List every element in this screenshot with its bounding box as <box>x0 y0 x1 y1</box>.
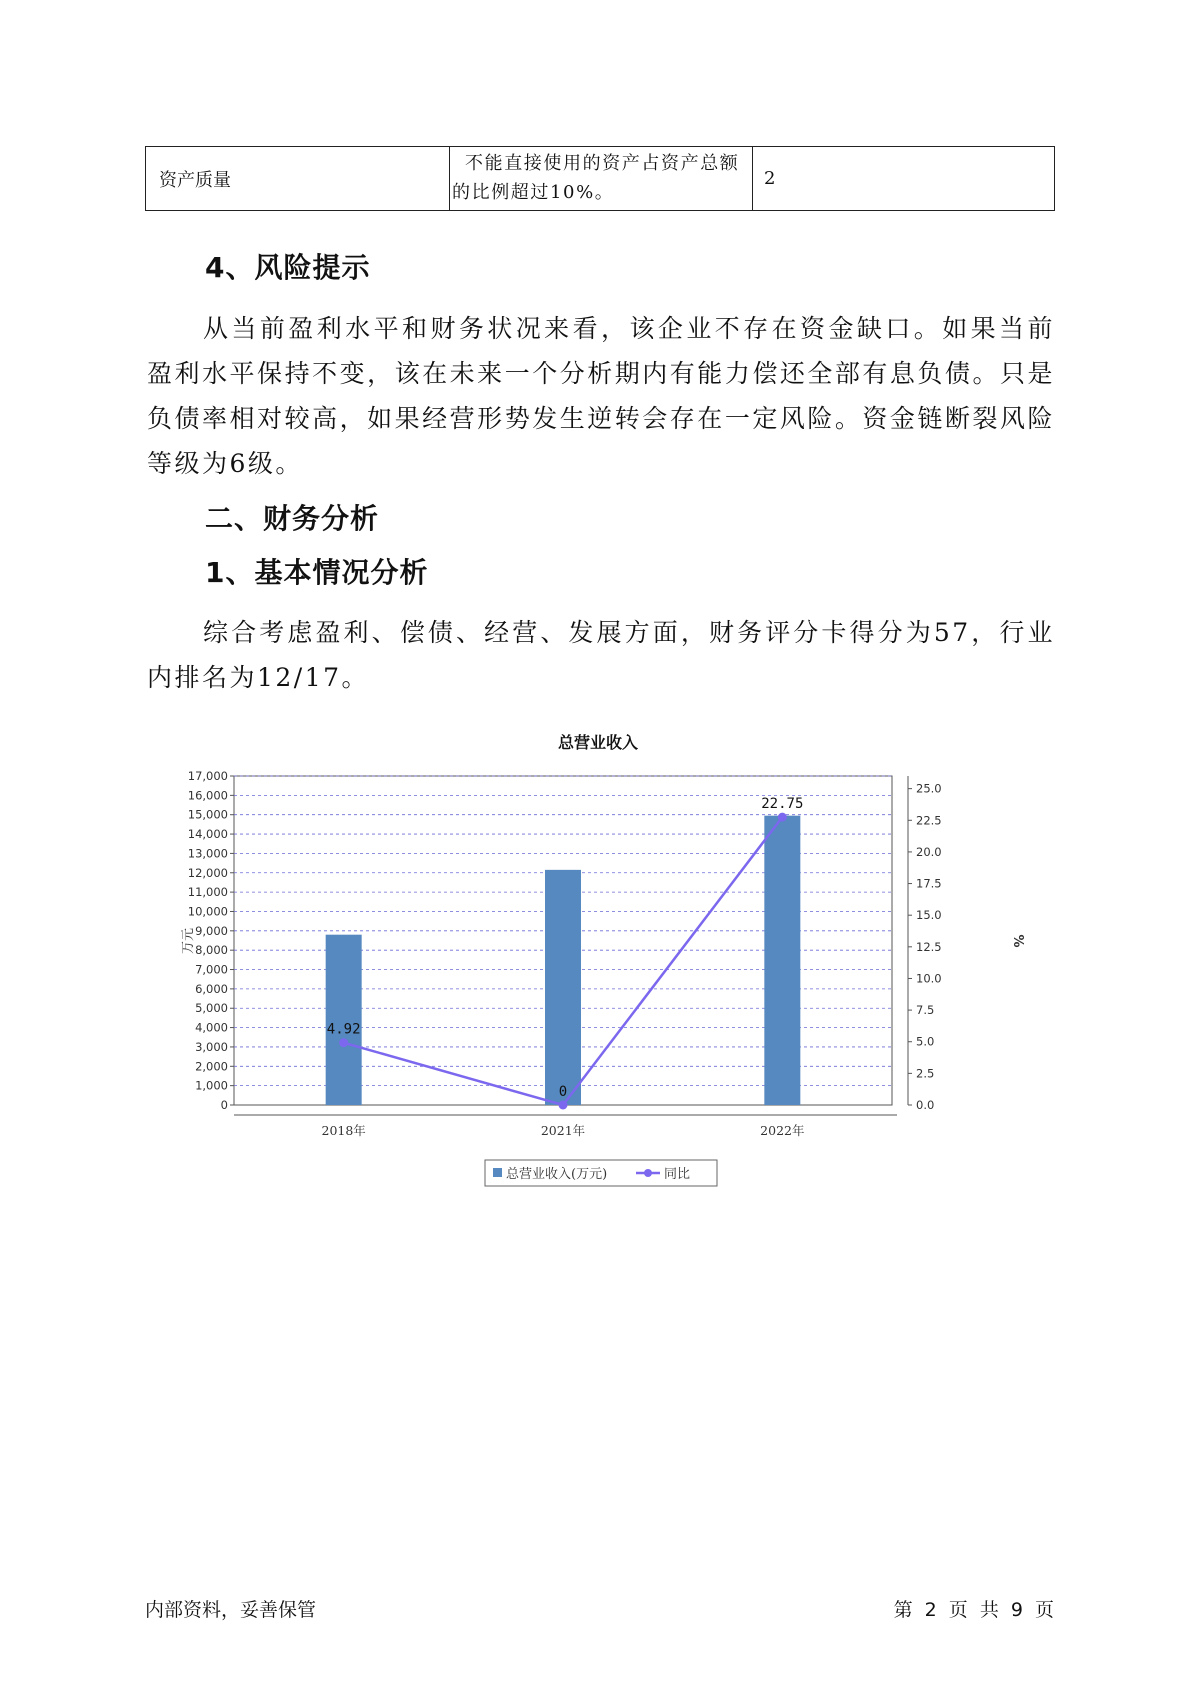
y-left-tick-label: 8,000 <box>195 943 228 958</box>
y-axis-left-label: 万元 <box>181 927 196 955</box>
footer-page-number: 第 2 页 共 9 页 <box>893 1599 1054 1621</box>
legend-bar-label: 总营业收入(万元) <box>506 1167 608 1182</box>
legend-line-label: 同比 <box>664 1167 691 1182</box>
legend-bar-swatch <box>493 1168 502 1177</box>
x-tick-label: 2018年 <box>321 1123 366 1138</box>
y-left-tick-label: 15,000 <box>187 807 228 822</box>
point-yoy <box>778 813 787 822</box>
y-right-tick-label: 15.0 <box>916 908 942 923</box>
data-label-yoy: 22.75 <box>761 796 804 813</box>
y-right-tick-label: 12.5 <box>916 939 942 954</box>
table-cell-score: 2 <box>764 168 776 189</box>
x-tick-label: 2021年 <box>540 1123 586 1138</box>
y-right-tick-label: 22.5 <box>916 813 942 828</box>
chart-legend <box>485 1160 717 1186</box>
y-left-tick-label: 7,000 <box>195 962 228 977</box>
plot-area <box>188 769 942 1138</box>
table-cell-description: 不能直接使用的资产占资产总额的比例超过10%。 <box>450 147 753 210</box>
bar-revenue <box>545 870 581 1105</box>
y-right-tick-label: 10.0 <box>916 971 942 986</box>
y-left-tick-label: 10,000 <box>187 904 228 919</box>
revenue-chart <box>180 730 1030 1190</box>
chart-title: 总营业收入 <box>557 733 639 752</box>
y-right-tick-label: 17.5 <box>916 876 942 891</box>
y-left-tick-label: 13,000 <box>187 846 228 861</box>
data-label-yoy: 4.92 <box>326 1021 361 1038</box>
basic-analysis-paragraph: 综合考虑盈利、偿债、经营、发展方面，财务评分卡得分为57，行业内排名为12/17。 <box>147 618 1055 692</box>
footer-confidential-note: 内部资料，妥善保管 <box>145 1599 317 1621</box>
y-left-tick-label: 9,000 <box>195 923 228 938</box>
legend-line-marker <box>644 1169 652 1177</box>
asset-quality-table <box>145 146 1055 211</box>
y-left-tick-label: 12,000 <box>187 865 228 880</box>
risk-heading: 4、风险提示 <box>205 251 371 284</box>
basic-analysis-heading: 1、基本情况分析 <box>205 556 429 589</box>
y-left-tick-label: 11,000 <box>187 885 228 900</box>
y-left-tick-label: 5,000 <box>195 1001 228 1016</box>
y-left-tick-label: 14,000 <box>187 827 228 842</box>
y-right-tick-label: 2.5 <box>916 1066 935 1081</box>
y-right-tick-label: 25.0 <box>916 781 942 796</box>
y-left-tick-label: 16,000 <box>187 788 228 803</box>
y-left-tick-label: 17,000 <box>187 769 228 783</box>
point-yoy <box>339 1038 348 1047</box>
y-axis-right-label: % <box>1010 934 1025 948</box>
revenue-chart-svg <box>180 730 1030 1190</box>
bar-revenue <box>764 816 800 1105</box>
y-right-tick-label: 7.5 <box>916 1003 935 1018</box>
y-left-tick-label: 1,000 <box>195 1078 228 1093</box>
y-right-tick-label: 5.0 <box>916 1034 935 1049</box>
x-tick-label: 2022年 <box>760 1123 805 1138</box>
y-left-tick-label: 4,000 <box>195 1020 228 1035</box>
y-left-tick-label: 3,000 <box>195 1039 228 1054</box>
risk-paragraph: 从当前盈利水平和财务状况来看，该企业不存在资金缺口。如果当前盈利水平保持不变，该在未来一个分析期内有能力偿还全部有息负债。只是负债率相对较高，如果经营形势发生逆转会存在一定风险。资金链断裂风险等级为6级。 <box>147 314 1055 478</box>
bar-revenue <box>326 935 362 1105</box>
y-left-tick-label: 6,000 <box>195 981 228 996</box>
y-left-tick-label: 0 <box>220 1098 228 1112</box>
y-left-tick-label: 2,000 <box>195 1059 228 1074</box>
y-right-tick-label: 0.0 <box>916 1098 935 1112</box>
point-yoy <box>559 1101 568 1110</box>
table-cell-indicator: 资产质量 <box>146 147 450 210</box>
finance-analysis-heading: 二、财务分析 <box>205 502 380 535</box>
y-right-tick-label: 20.0 <box>916 844 942 859</box>
data-label-yoy: 0 <box>558 1084 568 1100</box>
